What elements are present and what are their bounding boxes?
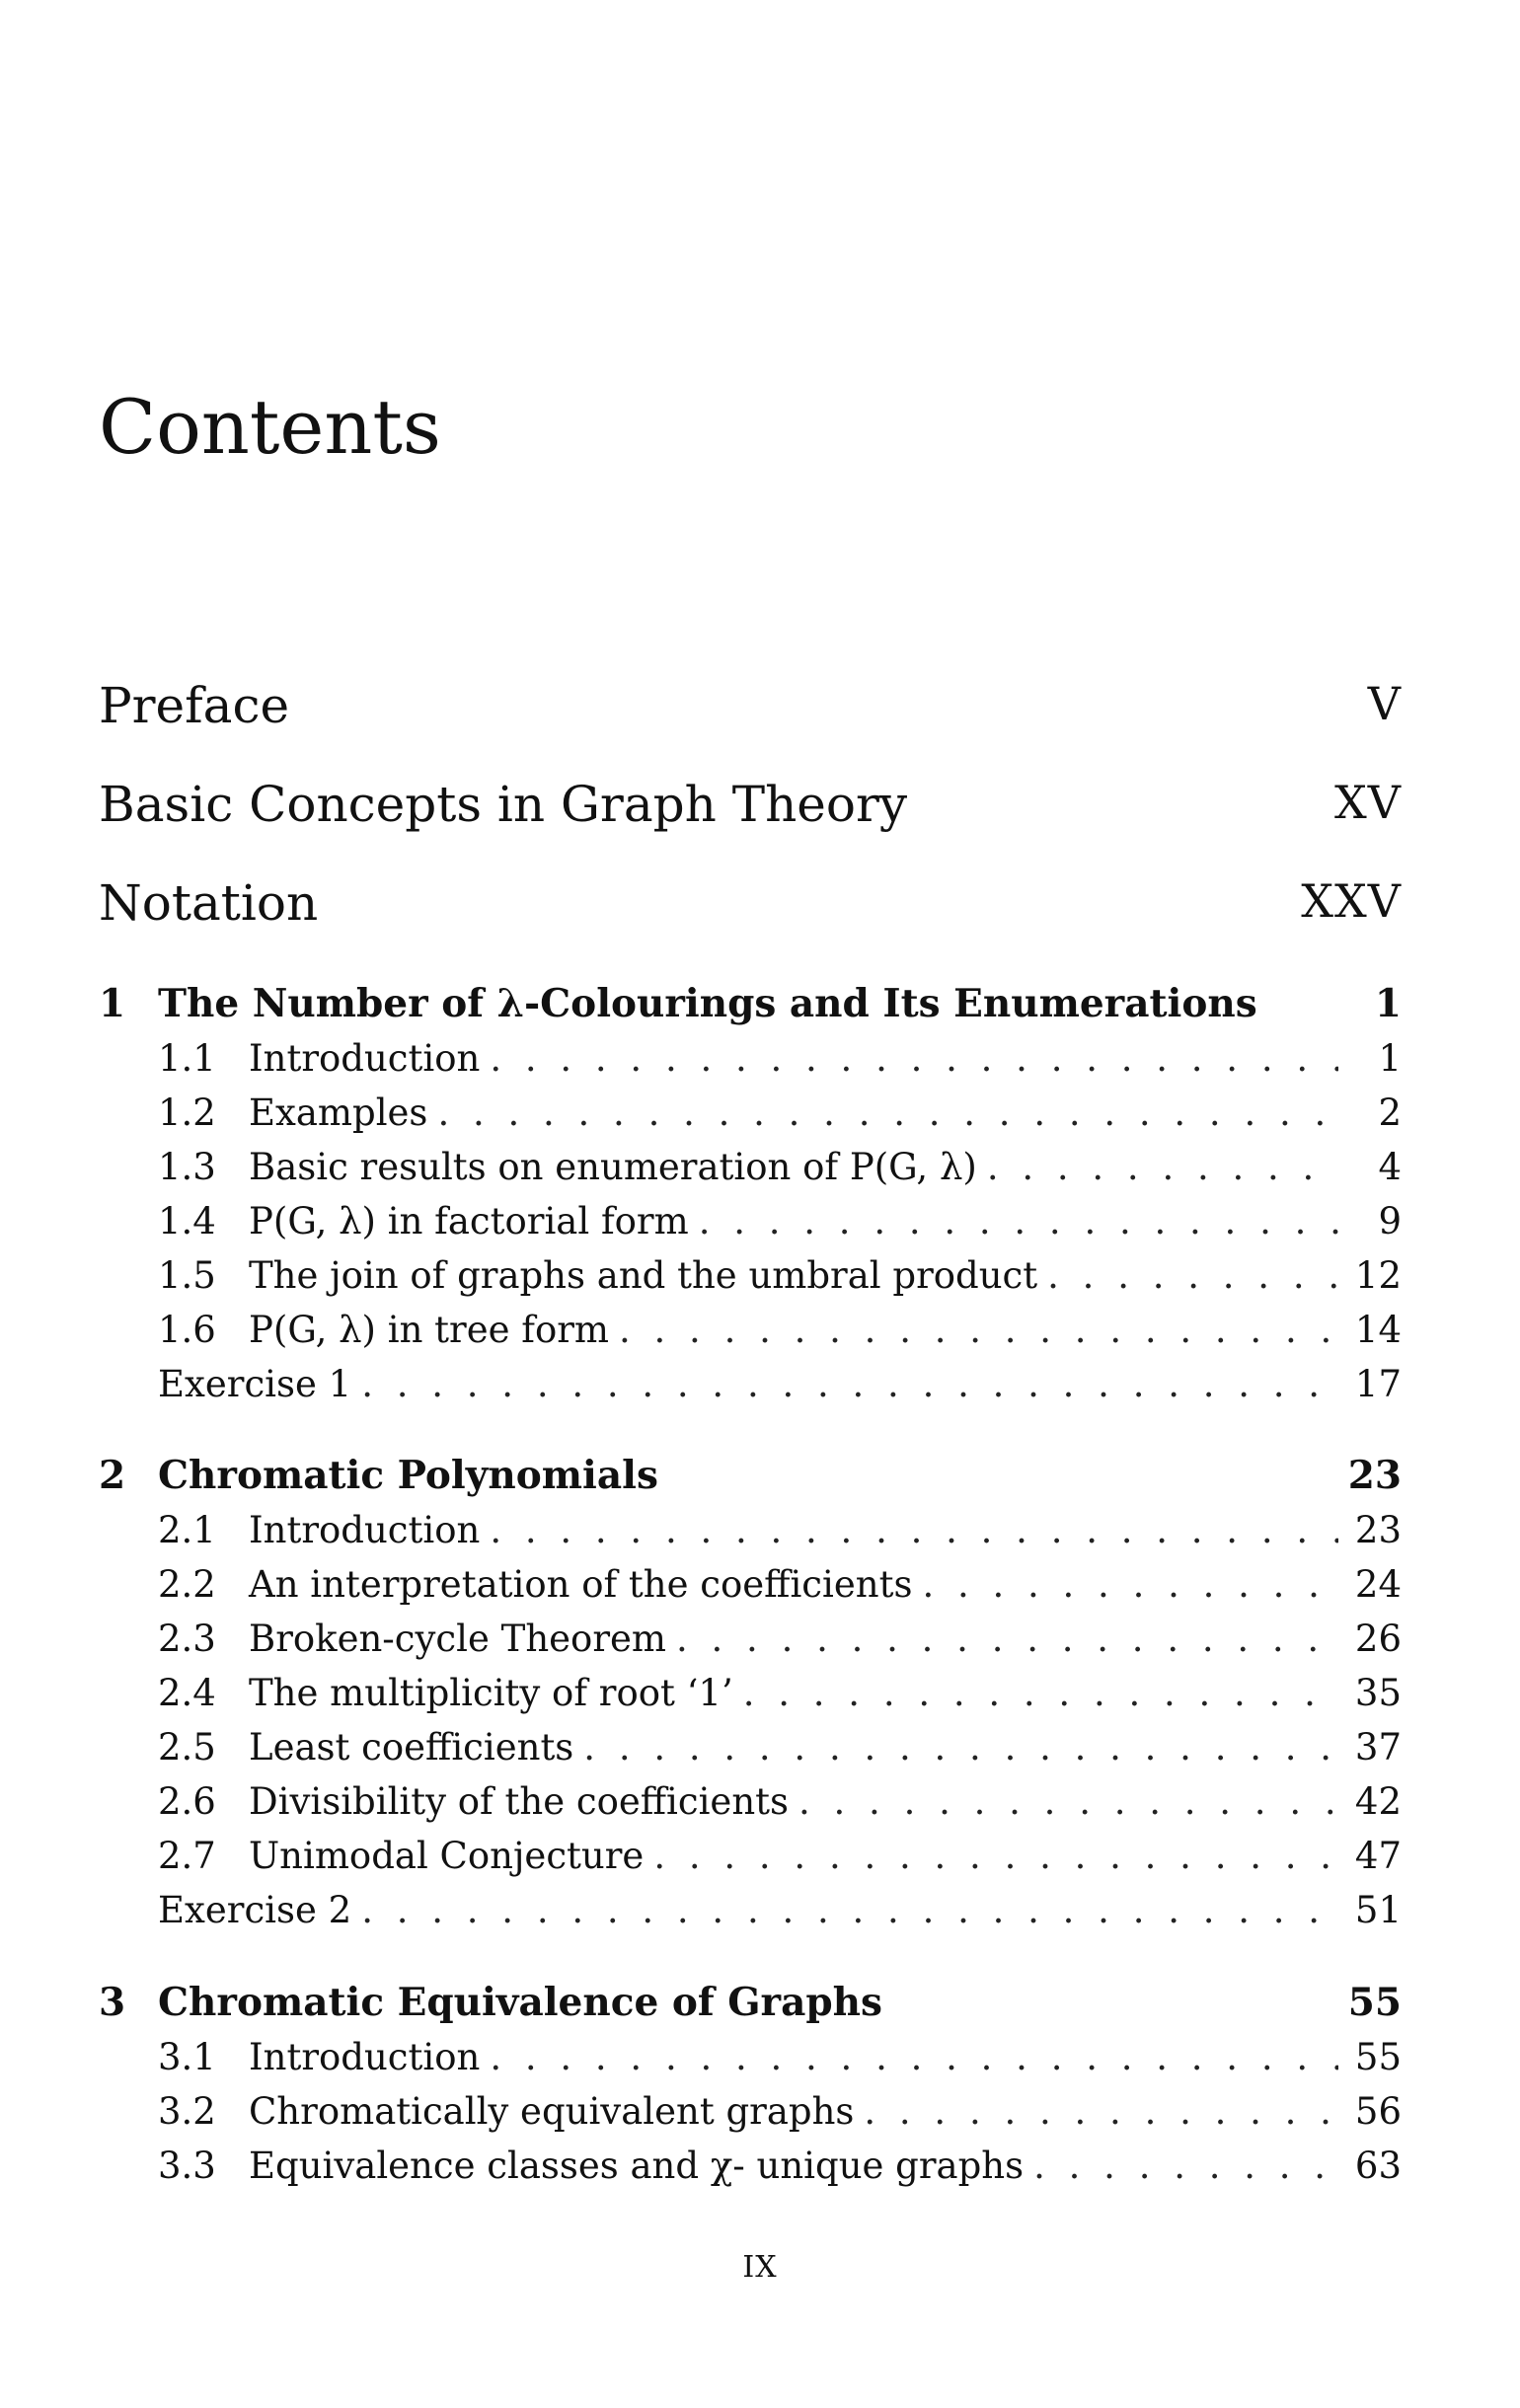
section-number: 3.1 <box>158 2036 216 2078</box>
section-title: The multiplicity of root ‘1’ <box>249 1672 733 1714</box>
front-entry-page: XV <box>1334 776 1402 829</box>
front-entry-title: Notation <box>99 874 319 932</box>
chapter-heading[interactable] <box>99 977 1402 1031</box>
section-title: P(G, λ) in factorial form <box>249 1200 689 1242</box>
section-page: 63 <box>1354 2145 1402 2187</box>
toc-exercise-line[interactable] <box>99 1883 1402 1937</box>
section-number: 2.5 <box>158 1726 216 1768</box>
dot-leader <box>922 1557 1338 1612</box>
dot-leader <box>743 1666 1338 1720</box>
chapter-1 <box>99 977 1402 1411</box>
chapter-heading[interactable] <box>99 1449 1402 1503</box>
section-page: 37 <box>1354 1726 1402 1768</box>
section-page: 23 <box>1354 1509 1402 1551</box>
toc-section-line[interactable] <box>99 2139 1402 2193</box>
section-number: 2.7 <box>158 1835 216 1877</box>
front-entry-title: Basic Concepts in Graph Theory <box>99 776 908 833</box>
toc-section-line[interactable] <box>99 1086 1402 1140</box>
page-title: Contents <box>99 383 441 471</box>
section-page: 56 <box>1354 2090 1402 2133</box>
section-number: 1.6 <box>158 1309 216 1351</box>
chapter-title: The Number of λ-Colourings and Its Enumerations <box>158 981 1257 1026</box>
dot-leader <box>699 1194 1338 1248</box>
chapter-title: Chromatic Equivalence of Graphs <box>158 1980 882 2025</box>
toc-exercise-line[interactable] <box>99 1357 1402 1411</box>
toc-section-line[interactable] <box>99 1666 1402 1720</box>
exercise-title: Exercise 2 <box>158 1889 352 1931</box>
toc-front-entry-notation[interactable] <box>99 874 1402 932</box>
toc-section-line[interactable] <box>99 1303 1402 1357</box>
toc-section-line[interactable] <box>99 1194 1402 1248</box>
chapter-number: 1 <box>99 981 126 1026</box>
section-number: 2.2 <box>158 1563 216 1606</box>
section-page: 9 <box>1378 1200 1402 1242</box>
section-number: 2.4 <box>158 1672 216 1714</box>
section-number: 3.3 <box>158 2145 216 2187</box>
chapter-number: 2 <box>99 1453 126 1498</box>
toc-front-entry-preface[interactable] <box>99 677 1402 734</box>
dot-leader <box>676 1612 1338 1666</box>
front-entry-title: Preface <box>99 677 290 734</box>
dot-leader <box>490 2030 1338 2084</box>
dot-leader <box>1033 2139 1338 2193</box>
toc-section-line[interactable] <box>99 1557 1402 1612</box>
chapter-title: Chromatic Polynomials <box>158 1453 658 1498</box>
toc-section-line[interactable] <box>99 2084 1402 2139</box>
dot-leader <box>798 1774 1338 1829</box>
section-number: 1.3 <box>158 1146 216 1188</box>
toc-section-line[interactable] <box>99 1612 1402 1666</box>
section-page: 4 <box>1378 1146 1402 1188</box>
chapter-3 <box>99 1976 1402 2193</box>
chapter-page: 23 <box>1347 1453 1402 1498</box>
section-page: 42 <box>1354 1780 1402 1823</box>
section-title: Equivalence classes and χ- unique graphs <box>249 2145 1025 2187</box>
toc-section-line[interactable] <box>99 1248 1402 1303</box>
section-page: 47 <box>1354 1835 1402 1877</box>
section-page: 1 <box>1378 1037 1402 1080</box>
dot-leader <box>361 1357 1338 1411</box>
section-number: 1.2 <box>158 1091 216 1134</box>
toc-section-line[interactable] <box>99 2030 1402 2084</box>
section-title: Introduction <box>249 1509 481 1551</box>
section-number: 3.2 <box>158 2090 216 2133</box>
section-title: Examples <box>249 1091 428 1134</box>
toc-section-line[interactable] <box>99 1140 1402 1194</box>
toc-front-entry-basic-concepts[interactable] <box>99 776 1402 833</box>
section-title: Unimodal Conjecture <box>249 1835 645 1877</box>
section-title: The join of graphs and the umbral product <box>249 1254 1038 1297</box>
section-number: 1.5 <box>158 1254 216 1297</box>
toc-section-line[interactable] <box>99 1503 1402 1557</box>
dot-leader <box>490 1031 1338 1086</box>
section-title: An interpretation of the coefficients <box>249 1563 913 1606</box>
dot-leader <box>864 2084 1338 2139</box>
section-page: 14 <box>1354 1309 1402 1351</box>
section-title: Chromatically equivalent graphs <box>249 2090 855 2133</box>
dot-leader <box>490 1503 1338 1557</box>
page-folio: IX <box>742 2250 778 2285</box>
toc-section-line[interactable] <box>99 1774 1402 1829</box>
dot-leader <box>987 1140 1338 1194</box>
exercise-title: Exercise 1 <box>158 1363 352 1405</box>
toc-section-line[interactable] <box>99 1720 1402 1774</box>
section-page: 26 <box>1354 1618 1402 1660</box>
section-title: Broken-cycle Theorem <box>249 1618 666 1660</box>
section-page: 35 <box>1354 1672 1402 1714</box>
chapter-number: 3 <box>99 1980 126 2025</box>
section-page: 55 <box>1354 2036 1402 2078</box>
section-number: 1.1 <box>158 1037 216 1080</box>
chapter-page: 1 <box>1374 981 1402 1026</box>
front-entry-page: XXV <box>1301 874 1402 928</box>
section-page: 12 <box>1354 1254 1402 1297</box>
dot-leader <box>653 1829 1338 1883</box>
section-number: 2.6 <box>158 1780 216 1823</box>
section-title: P(G, λ) in tree form <box>249 1309 610 1351</box>
chapter-2 <box>99 1449 1402 1937</box>
dot-leader <box>437 1086 1338 1140</box>
section-title: Introduction <box>249 1037 481 1080</box>
section-title: Basic results on enumeration of P(G, λ) <box>249 1146 977 1188</box>
exercise-page: 17 <box>1354 1363 1402 1405</box>
section-title: Least coefficients <box>249 1726 574 1768</box>
dot-leader <box>619 1303 1338 1357</box>
section-title: Divisibility of the coefficients <box>249 1780 790 1823</box>
chapter-page: 55 <box>1347 1980 1402 2025</box>
section-number: 1.4 <box>158 1200 216 1242</box>
section-title: Introduction <box>249 2036 481 2078</box>
exercise-page: 51 <box>1354 1889 1402 1931</box>
dot-leader <box>1047 1248 1338 1303</box>
toc-section-line[interactable] <box>99 1829 1402 1883</box>
dot-leader <box>583 1720 1338 1774</box>
section-page: 24 <box>1354 1563 1402 1606</box>
section-number: 2.1 <box>158 1509 216 1551</box>
section-number: 2.3 <box>158 1618 216 1660</box>
front-entry-page: V <box>1367 677 1402 730</box>
dot-leader <box>361 1883 1338 1937</box>
toc-section-line[interactable] <box>99 1031 1402 1086</box>
section-page: 2 <box>1378 1091 1402 1134</box>
chapter-heading[interactable] <box>99 1976 1402 2030</box>
